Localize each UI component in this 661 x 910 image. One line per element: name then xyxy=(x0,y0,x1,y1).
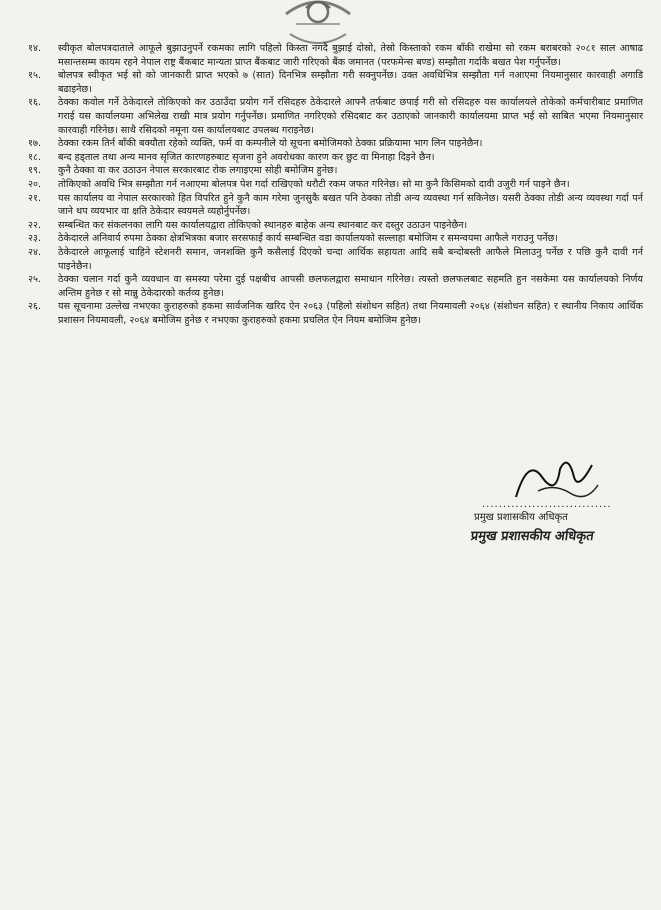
clause-item xyxy=(28,219,643,233)
clause-number: १६. xyxy=(28,97,42,109)
clause-number: २४. xyxy=(28,246,42,258)
clause-item xyxy=(28,164,643,178)
clause-number: २६. xyxy=(28,301,42,313)
officer-stamp: प्रमुख प्रशासकीय अधिकृत xyxy=(469,529,595,544)
clause-text: ठेक्का कवोल गर्ने ठेकेदारले तोकिएको कर उठाउँदा प्रयोग गर्ने रसिदहरु ठेकेदारले आफ्नै तर्फबाट छपाई गरी सो रसिदहरु यस कार्यालयले तोकेको कर्मचारीबाट प्रमाणित गराई यस कार्यालयमा अभिलेख राखी मात्र प्रयोग गर्नुपर्नेछ। प्रमाणित नगरिएको रसिदबाट कर उठाएको जानकारी कार्यालयमा प्राप्त भई सो साबित भएमा नियमानुसार कारवाही गरिनेछ। साथै रसिदको नमूना यस कार्यालयबाट उपलब्ध गराइनेछ। xyxy=(58,97,643,136)
clause-text: स्वीकृत बोलपत्रदाताले आफूले बुझाउनुपर्ने रकमका लागि पहिलो किस्ता नगदै बुझाई दोस्रो, तेस्रो किस्ताको रकम बाँकी राखेमा सो रकम बराबरको २०८१ साल आषाढ मसान्तसम्म कायम रहने नेपाल राष्ट्र बैंकबाट मान्यता प्राप्त बैंकबाट जारी गरिएको बैंक जमानत (परफमेन्स बण्ड) सम्झौता गर्दाकै बखत पेश गर्नुपर्नेछ। xyxy=(58,43,643,68)
clause-number: १७. xyxy=(28,138,42,150)
clause-number: १८. xyxy=(28,151,42,163)
clause-text: यस कार्यालय वा नेपाल सरकारको हित विपरित हुने कुनै काम गरेमा जुनसुकै बखत पनि ठेक्का तोडी अन्य व्यवस्था गर्न सकिनेछ। यसरी ठेक्का तोडी अन्य व्यवस्था गर्दा पर्न जाने थप व्ययभार वा क्षति ठेकेदार स्वयमले व्यहोर्नुपर्नेछ। xyxy=(58,192,643,218)
clause-item xyxy=(28,151,643,165)
clause-item xyxy=(28,232,643,246)
clause-item xyxy=(28,137,643,151)
clause-number: २५. xyxy=(28,274,42,286)
terms-clause-list xyxy=(28,42,643,327)
clause-number: १९. xyxy=(28,165,42,177)
clause-text: कुनै ठेक्का वा कर उठाउन नेपाल सरकारबाट रोक लगाइएमा सोही बमोजिम हुनेछ। xyxy=(58,165,338,177)
clause-item xyxy=(28,300,643,327)
clause-item xyxy=(28,96,643,137)
clause-text: ठेक्का चलान गर्दा कुनै व्यवधान वा समस्या परेमा दुई पक्षबीच आपसी छलफलद्वारा समाधान गरिनेछ। त्यस्तो छलफलबाट सहमति हुन नसकेमा यस कार्यालयको निर्णय अन्तिम हुनेछ र सो मान्नु ठेकेदारको कर्तव्य हुनेछ। xyxy=(58,274,643,299)
clause-text: तोकिएको अवधि भित्र सम्झौता गर्न नआएमा बोलपत्र पेश गर्दा राखिएको धरौटी रकम जफत गरिनेछ। सो मा कुनै किसिमको दावी उजुरी गर्न पाइने छैन। xyxy=(58,178,570,190)
handwritten-signature-icon xyxy=(508,447,603,507)
clause-number: २१. xyxy=(28,192,42,204)
clause-number: १५. xyxy=(28,70,42,82)
signature-block xyxy=(468,447,638,547)
signatory-title: प्रमुख प्रशासकीय अधिकृत xyxy=(474,512,568,523)
clause-text: बोलपत्र स्वीकृत भई सो को जानकारी प्राप्त भएको ७ (सात) दिनभित्र सम्झौता गरी सक्नुपर्नेछ। उक्त अवधिभित्र सम्झौता गर्न नआएमा नियमानुसार कारवाही अगाडि बढाइनेछ। xyxy=(58,70,643,95)
clause-text: ठेकेदारले अनिवार्य रुपमा ठेक्का क्षेत्रभित्रका बजार सरसफाई कार्य सम्बन्धित वडा कार्यालयको सल्लाहा बमोजिम र समन्वयमा आफैले गराउनु पर्नेछ। xyxy=(58,233,558,245)
clause-item xyxy=(28,178,643,192)
clause-text: यस सूचनामा उल्लेख नभएका कुराहरुको हकमा सार्वजनिक खरिद ऐन २०६३ (पहिलो संशोधन सहित) तथा नियमावली २०६४ (संशोधन सहित) र स्थानीय निकाय आर्थिक प्रशासन नियमावली, २०६४ बमोजिम हुनेछ र नभएका कुराहरुको हकमा प्रचलित ऐन नियम बमोजिम हुनेछ। xyxy=(58,301,643,326)
clause-item xyxy=(28,246,643,273)
clause-item xyxy=(28,273,643,300)
clause-item xyxy=(28,42,643,69)
clause-text: ठेक्का रकम तिर्न बाँकी बक्यौता रहेको व्यक्ति, फर्म वा कम्पनीले यो सूचना बमोजिमको ठेक्का प्रक्रियामा भाग लिन पाइनेछैन। xyxy=(58,138,483,150)
clause-text: ठेकेदारले आफूलाई चाहिने स्टेशनरी समान, जनशक्ति कुनै कसैलाई दिएको चन्दा आर्थिक सहायता आदि सबै बन्दोबस्ती आफैले मिलाउनु पर्नेछ र पछि कुनै दावी गर्न पाइनेछैन। xyxy=(58,246,643,272)
clause-text: बन्द हड्ताल तथा अन्य मानव सृजित कारणहरुबाट सृजना हुने अवरोधका कारण कर छुट वा मिनाहा दिइने छैन। xyxy=(58,151,435,163)
clause-number: १४. xyxy=(28,43,42,54)
clause-item xyxy=(28,69,643,96)
clause-number: २२. xyxy=(28,219,42,231)
clause-item xyxy=(28,192,643,219)
clause-number: २०. xyxy=(28,178,42,190)
clause-text: सम्बन्धित कर संकलनका लागि यस कार्यालयद्वारा तोकिएको स्थानहरु बाहेक अन्य स्थानबाट कर दस्तुर उठाउन पाइनेछैन। xyxy=(58,219,468,231)
clause-number: २३. xyxy=(28,233,42,245)
signature-line: ............................... xyxy=(482,499,612,510)
